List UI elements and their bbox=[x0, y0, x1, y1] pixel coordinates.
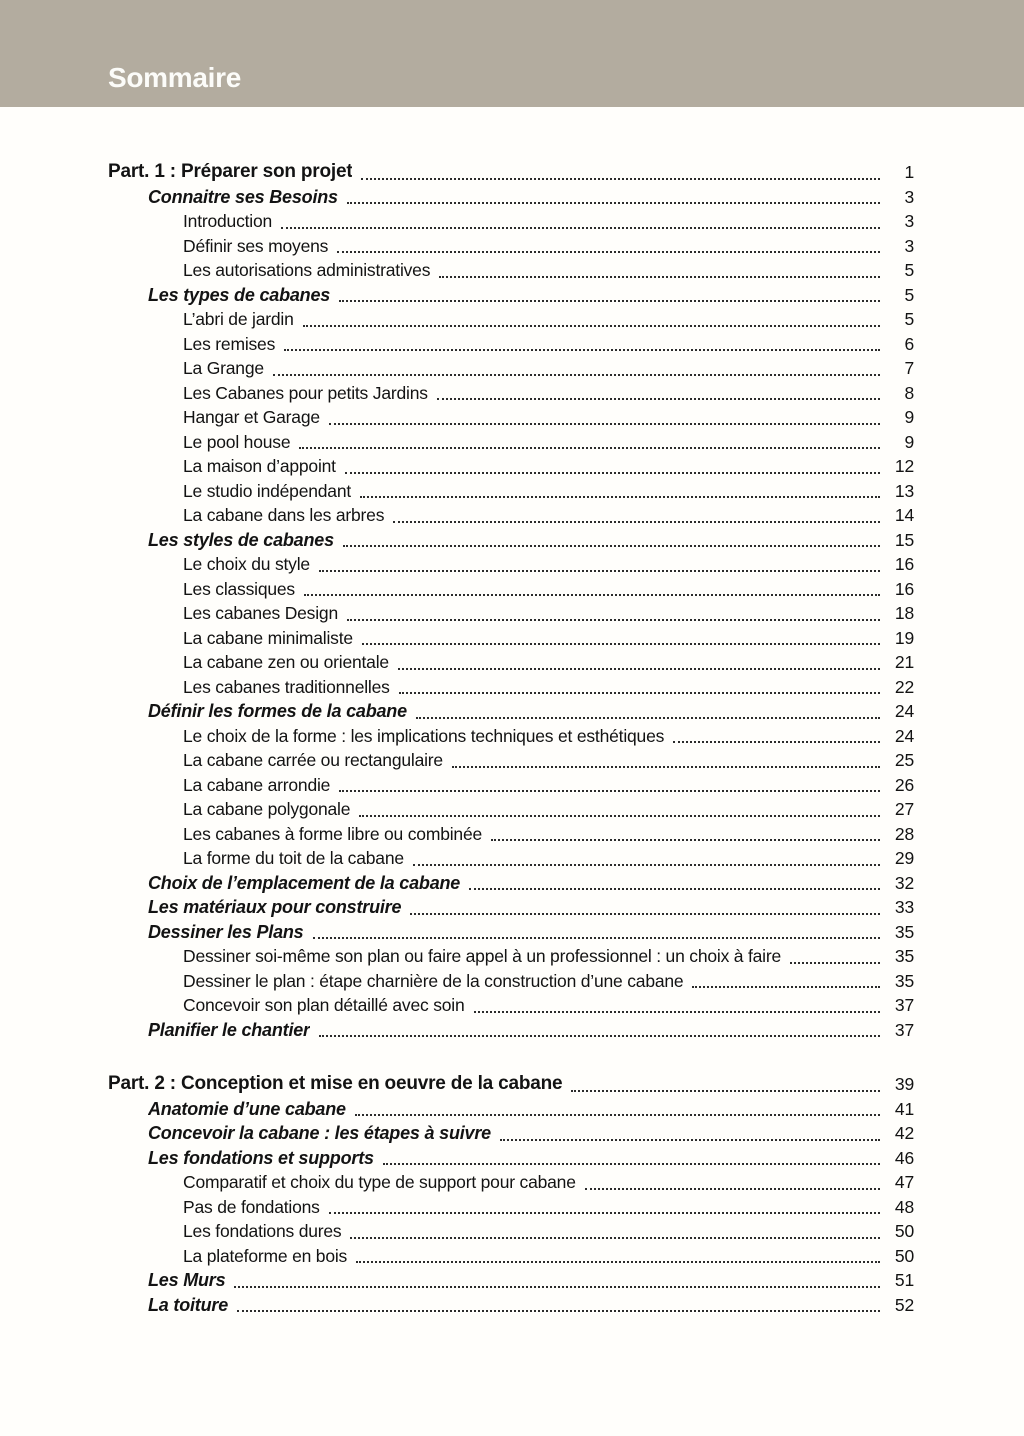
toc-entry-label: La Grange bbox=[183, 358, 264, 378]
dot-leader bbox=[329, 423, 880, 425]
toc-entry-label: Planifier le chantier bbox=[148, 1019, 310, 1040]
toc-entry-label: Concevoir la cabane : les étapes à suivre bbox=[148, 1123, 491, 1143]
toc-entry bbox=[108, 1195, 914, 1220]
toc-entry-label: Les matériaux pour construire bbox=[148, 897, 402, 917]
toc-entry-label: Comparatif et choix du type de support pour cabane bbox=[183, 1172, 576, 1192]
dot-leader bbox=[337, 251, 880, 253]
toc-entry bbox=[108, 748, 914, 773]
dot-leader bbox=[362, 643, 880, 645]
toc-entry-label: Les cabanes Design bbox=[183, 603, 338, 623]
toc-entry-label: Le choix de la forme : les implications techniques et esthétiques bbox=[183, 725, 665, 746]
toc-entry bbox=[108, 944, 914, 969]
dot-leader bbox=[319, 570, 880, 572]
toc-entry bbox=[108, 626, 914, 651]
toc-entry-page: 6 bbox=[904, 333, 914, 354]
toc-entry bbox=[108, 1219, 914, 1244]
toc-entry-page: 13 bbox=[894, 480, 914, 501]
dot-leader bbox=[299, 447, 880, 449]
dot-leader bbox=[393, 521, 880, 523]
toc-entry-label: Définir les formes de la cabane bbox=[148, 701, 407, 721]
toc-entry-page: 39 bbox=[894, 1074, 914, 1094]
dot-leader bbox=[474, 1011, 880, 1013]
dot-leader bbox=[350, 1237, 880, 1239]
toc-entry-page: 18 bbox=[894, 603, 914, 623]
dot-leader bbox=[355, 1114, 880, 1116]
toc-entry-page: 51 bbox=[894, 1270, 914, 1290]
dot-leader bbox=[356, 1261, 880, 1263]
toc-entry-page: 9 bbox=[904, 431, 914, 452]
toc-part-1 bbox=[108, 160, 914, 1042]
toc-entry bbox=[108, 307, 914, 332]
table-of-contents bbox=[0, 107, 1024, 1317]
toc-entry-label: La cabane minimaliste bbox=[183, 627, 353, 648]
toc-entry bbox=[108, 209, 914, 234]
dot-leader bbox=[452, 766, 880, 768]
dot-leader bbox=[237, 1310, 880, 1312]
toc-entry-label: Choix de l’emplacement de la cabane bbox=[148, 872, 461, 893]
toc-entry bbox=[108, 1097, 914, 1122]
toc-entry-page: 48 bbox=[894, 1196, 914, 1217]
dot-leader bbox=[313, 937, 881, 939]
dot-leader bbox=[383, 1163, 880, 1165]
page-title: Sommaire bbox=[108, 62, 241, 93]
toc-entry-label: Le pool house bbox=[183, 431, 291, 452]
toc-entry-label: La cabane dans les arbres bbox=[183, 505, 385, 525]
toc-entry-page: 16 bbox=[894, 578, 914, 599]
toc-entry-label: Les fondations et supports bbox=[148, 1147, 374, 1168]
toc-entry-label: La maison d’appoint bbox=[183, 456, 336, 476]
toc-entry-page: 28 bbox=[894, 823, 914, 844]
toc-entry bbox=[108, 381, 914, 406]
dot-leader bbox=[360, 496, 880, 498]
toc-entry-page: 8 bbox=[904, 382, 914, 403]
toc-entry-label: Définir ses moyens bbox=[183, 235, 329, 256]
dot-leader bbox=[329, 1212, 880, 1214]
toc-entry bbox=[108, 430, 914, 455]
dot-leader bbox=[359, 815, 880, 817]
toc-entry bbox=[108, 993, 914, 1018]
toc-entry-page: 3 bbox=[904, 186, 914, 207]
dot-leader bbox=[491, 839, 880, 841]
toc-entry-page: 12 bbox=[894, 456, 914, 476]
toc-entry-label: La cabane carrée ou rectangulaire bbox=[183, 750, 443, 770]
toc-entry-page: 1 bbox=[904, 162, 914, 182]
toc-entry-label: Les fondations dures bbox=[183, 1221, 342, 1241]
toc-entry-label: Le studio indépendant bbox=[183, 480, 352, 501]
toc-entry-label: Les Murs bbox=[148, 1270, 226, 1290]
toc-entry-page: 46 bbox=[894, 1147, 914, 1168]
toc-entry bbox=[108, 871, 914, 896]
toc-entry-label: Connaitre ses Besoins bbox=[148, 186, 338, 207]
toc-entry-label: La cabane zen ou orientale bbox=[183, 652, 389, 672]
dot-leader bbox=[413, 864, 880, 866]
toc-entry-label: Concevoir son plan détaillé avec soin bbox=[183, 995, 465, 1015]
toc-entry-label: Hangar et Garage bbox=[183, 407, 320, 427]
toc-entry-label: La cabane arrondie bbox=[183, 774, 331, 795]
toc-entry-label: Les classiques bbox=[183, 578, 295, 599]
dot-leader bbox=[339, 300, 880, 302]
toc-entry-page: 24 bbox=[894, 701, 914, 721]
toc-entry bbox=[108, 846, 914, 871]
dot-leader bbox=[234, 1286, 880, 1288]
toc-entry-page: 42 bbox=[894, 1123, 914, 1143]
toc-entry-page: 47 bbox=[894, 1172, 914, 1192]
toc-entry bbox=[108, 773, 914, 798]
toc-entry-page: 3 bbox=[904, 211, 914, 231]
dot-leader bbox=[281, 227, 880, 229]
toc-entry-page: 32 bbox=[894, 872, 914, 893]
toc-entry-label: La plateforme en bois bbox=[183, 1245, 348, 1266]
dot-leader bbox=[410, 913, 880, 915]
toc-entry-label: La cabane polygonale bbox=[183, 799, 351, 819]
toc-entry-page: 24 bbox=[894, 725, 914, 746]
dot-leader bbox=[339, 790, 880, 792]
toc-entry bbox=[108, 552, 914, 577]
toc-entry bbox=[108, 601, 914, 626]
toc-entry-page: 27 bbox=[894, 799, 914, 819]
dot-leader bbox=[673, 741, 880, 743]
toc-entry bbox=[108, 724, 914, 749]
toc-entry-label: Le choix du style bbox=[183, 554, 310, 574]
dot-leader bbox=[284, 349, 880, 351]
toc-entry-label: Les remises bbox=[183, 333, 276, 354]
toc-entry-page: 37 bbox=[894, 995, 914, 1015]
dot-leader bbox=[437, 398, 880, 400]
toc-entry-page: 14 bbox=[894, 505, 914, 525]
toc-entry bbox=[108, 1121, 914, 1146]
toc-entry bbox=[108, 650, 914, 675]
toc-entry-label: Les autorisations administratives bbox=[183, 260, 431, 280]
toc-entry bbox=[108, 1072, 914, 1097]
toc-entry bbox=[108, 1244, 914, 1269]
toc-entry-page: 5 bbox=[904, 309, 914, 329]
toc-entry-page: 9 bbox=[904, 407, 914, 427]
dot-leader bbox=[345, 472, 880, 474]
toc-entry-label: Dessiner les Plans bbox=[148, 921, 304, 942]
toc-entry-label: Anatomie d’une cabane bbox=[148, 1098, 346, 1119]
toc-entry-page: 52 bbox=[894, 1294, 914, 1315]
toc-entry bbox=[108, 1146, 914, 1171]
toc-entry-page: 26 bbox=[894, 774, 914, 795]
toc-entry-page: 33 bbox=[894, 897, 914, 917]
dot-leader bbox=[347, 619, 880, 621]
toc-entry-label: Pas de fondations bbox=[183, 1196, 320, 1217]
toc-entry bbox=[108, 577, 914, 602]
toc-entry bbox=[108, 503, 914, 528]
dot-leader bbox=[790, 962, 880, 964]
toc-entry-label: Part. 1 : Préparer son projet bbox=[108, 161, 353, 182]
toc-entry bbox=[108, 160, 914, 185]
toc-entry-label: Les cabanes traditionnelles bbox=[183, 676, 390, 697]
toc-entry-label: Les cabanes à forme libre ou combinée bbox=[183, 823, 483, 844]
toc-entry-label: Les Cabanes pour petits Jardins bbox=[183, 382, 428, 403]
dot-leader bbox=[398, 668, 880, 670]
toc-entry-page: 5 bbox=[904, 284, 914, 305]
toc-entry bbox=[108, 1293, 914, 1318]
toc-entry-page: 41 bbox=[894, 1098, 914, 1119]
dot-leader bbox=[469, 888, 880, 890]
toc-entry-label: Les styles de cabanes bbox=[148, 529, 334, 550]
dot-leader bbox=[303, 325, 880, 327]
toc-entry bbox=[108, 185, 914, 210]
toc-entry-page: 50 bbox=[894, 1245, 914, 1266]
toc-entry-page: 37 bbox=[894, 1019, 914, 1040]
toc-entry-page: 50 bbox=[894, 1221, 914, 1241]
toc-entry bbox=[108, 479, 914, 504]
toc-entry bbox=[108, 356, 914, 381]
dot-leader bbox=[439, 276, 880, 278]
toc-entry bbox=[108, 1170, 914, 1195]
toc-entry bbox=[108, 920, 914, 945]
toc-entry-page: 29 bbox=[894, 848, 914, 868]
dot-leader bbox=[304, 594, 880, 596]
toc-entry bbox=[108, 1268, 914, 1293]
toc-entry-label: La toiture bbox=[148, 1294, 229, 1315]
dot-leader bbox=[500, 1139, 880, 1141]
page-header-band bbox=[0, 0, 1024, 107]
toc-entry-label: Dessiner le plan : étape charnière de la construction d’une cabane bbox=[183, 970, 684, 991]
toc-part-2 bbox=[108, 1072, 914, 1317]
dot-leader bbox=[347, 202, 880, 204]
dot-leader bbox=[361, 178, 880, 180]
toc-entry-page: 7 bbox=[904, 358, 914, 378]
dot-leader bbox=[319, 1035, 880, 1037]
toc-entry-label: La forme du toit de la cabane bbox=[183, 848, 404, 868]
toc-entry bbox=[108, 528, 914, 553]
toc-entry-page: 35 bbox=[894, 921, 914, 942]
dot-leader bbox=[343, 545, 880, 547]
toc-entry-label: L’abri de jardin bbox=[183, 309, 294, 329]
toc-entry bbox=[108, 454, 914, 479]
toc-entry-page: 21 bbox=[894, 652, 914, 672]
dot-leader bbox=[585, 1188, 880, 1190]
toc-entry-label: Part. 2 : Conception et mise en oeuvre de la cabane bbox=[108, 1073, 563, 1094]
toc-entry-page: 25 bbox=[894, 750, 914, 770]
toc-entry bbox=[108, 969, 914, 994]
toc-entry-page: 35 bbox=[894, 946, 914, 966]
dot-leader bbox=[571, 1090, 880, 1092]
toc-entry-page: 16 bbox=[894, 554, 914, 574]
toc-entry bbox=[108, 283, 914, 308]
toc-entry bbox=[108, 258, 914, 283]
toc-entry bbox=[108, 895, 914, 920]
toc-entry bbox=[108, 699, 914, 724]
toc-entry bbox=[108, 234, 914, 259]
dot-leader bbox=[416, 717, 880, 719]
toc-entry-page: 5 bbox=[904, 260, 914, 280]
toc-entry bbox=[108, 1018, 914, 1043]
dot-leader bbox=[692, 986, 880, 988]
toc-entry-page: 35 bbox=[894, 970, 914, 991]
toc-entry bbox=[108, 405, 914, 430]
toc-entry-page: 22 bbox=[894, 676, 914, 697]
toc-entry-label: Les types de cabanes bbox=[148, 284, 331, 305]
toc-entry-page: 3 bbox=[904, 235, 914, 256]
toc-entry bbox=[108, 797, 914, 822]
toc-entry bbox=[108, 822, 914, 847]
toc-entry bbox=[108, 675, 914, 700]
dot-leader bbox=[273, 374, 880, 376]
toc-entry-page: 15 bbox=[894, 529, 914, 550]
toc-entry-label: Introduction bbox=[183, 211, 273, 231]
toc-entry-page: 19 bbox=[894, 627, 914, 648]
toc-entry-label: Dessiner soi-même son plan ou faire appel à un professionnel : un choix à faire bbox=[183, 946, 782, 966]
toc-entry bbox=[108, 332, 914, 357]
dot-leader bbox=[399, 692, 880, 694]
